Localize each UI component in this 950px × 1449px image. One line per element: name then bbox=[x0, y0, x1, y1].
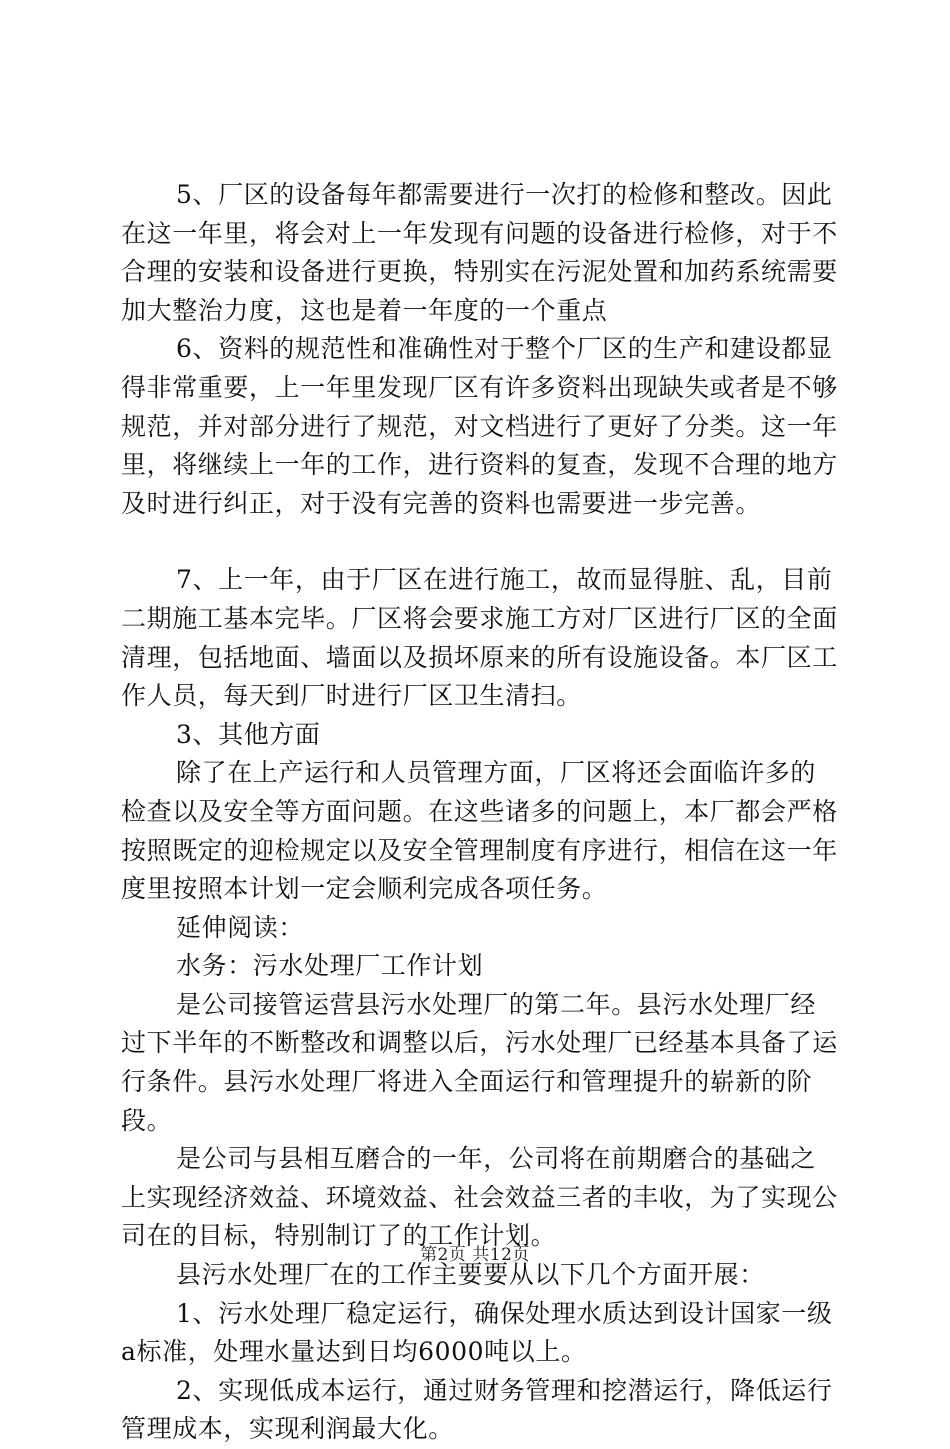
paragraph-item-6: 6、资料的规范性和准确性对于整个厂区的生产和建设都显得非常重要，上一年里发现厂区有许多资料出现缺失或者是不够规范，并对部分进行了规范，对文档进行了更好了分类。这一年里，将继续上一年的工作，进行资料的复查，发现不合理的地方及时进行纠正，对于没有完善的资料也需要进一步完善。 bbox=[121, 334, 838, 518]
paragraph-goals: 是公司与县相互磨合的一年，公司将在前期磨合的基础之上实现经济效益、环境效益、社会效益三者的丰收，为了实现公司在的目标，特别制订了的工作计划。 bbox=[121, 1144, 838, 1251]
extended-reading-title: 水务：污水处理厂工作计划 bbox=[176, 951, 484, 981]
paragraph-plan-item-2: 2、实现低成本运行，通过财务管理和挖潜运行，降低运行管理成本，实现利润最大化。 bbox=[121, 1375, 833, 1444]
paragraph-intro: 是公司接管运营县污水处理厂的第二年。县污水处理厂经过下半年的不断整改和调整以后，污水处理厂已经基本具备了运行条件。县污水处理厂将进入全面运行和管理提升的崭新的阶段。 bbox=[121, 989, 838, 1135]
page-footer: 第2页 共12页 bbox=[420, 1245, 530, 1265]
extended-reading-label: 延伸阅读： bbox=[176, 912, 305, 942]
section-heading-other: 3、其他方面 bbox=[176, 719, 321, 749]
paragraph-plan-item-1: 1、污水处理厂稳定运行，确保处理水质达到设计国家一级a标准，处理水量达到日均6000吨以上。 bbox=[121, 1298, 833, 1367]
paragraph-item-7: 7、上一年，由于厂区在进行施工，故而显得脏、乱，目前二期施工基本完毕。厂区将会要求施工方对厂区进行厂区的全面清理，包括地面、墙面以及损坏原来的所有设施设备。本厂区工作人员，每天到厂时进行厂区卫生清扫。 bbox=[121, 565, 838, 711]
paragraph-item-5: 5、厂区的设备每年都需要进行一次打的检修和整改。因此在这一年里，将会对上一年发现有问题的设备进行检修，对于不合理的安装和设备进行更换，特别实在污泥处置和加药系统需要加大整治力度，这也是着一年度的一个重点 bbox=[121, 180, 838, 325]
paragraph-work-areas: 县污水处理厂在的工作主要要从以下几个方面开展： bbox=[176, 1260, 765, 1290]
paragraph-other-aspects: 除了在上产运行和人员管理方面，厂区将还会面临许多的检查以及安全等方面问题。在这些诸多的问题上，本厂都会严格按照既定的迎检规定以及安全管理制度有序进行，相信在这一年度里按照本计划一定会顺利完成各项任务。 bbox=[121, 758, 838, 904]
